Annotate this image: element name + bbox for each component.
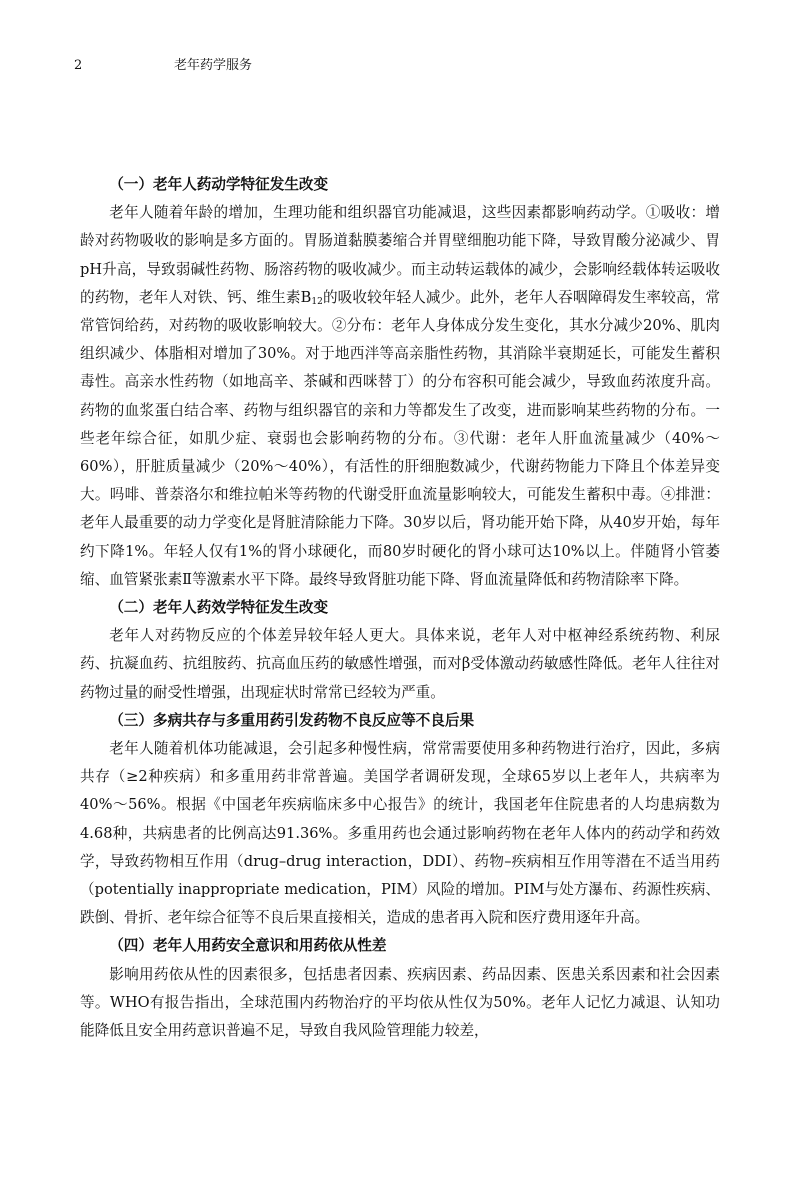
subscript: 12 <box>311 296 323 307</box>
paragraph: 影响用药依从性的因素很多，包括患者因素、疾病因素、药品因素、医患关系因素和社会因素等。WHO有报告指出，全球范围内药物治疗的平均依从性仅为50%。老年人记忆力减退、认知功能降低且安全用药意识普遍不足，导致自我风险管理能力较差， <box>80 965 720 1040</box>
paragraph: 老年人随着机体功能减退，会引起多种慢性病，常常需要使用多种药物进行治疗，因此，多病共存（≥2种疾病）和多重用药非常普遍。美国学者调研发现，全球65岁以上老年人，共病率为40%～56%。根据《中国老年疾病临床多中心报告》的统计，我国老年住院患者的人均患病数为4.68种，共病患者的比例高达91.36%。多重用药也会通过影响药物在老年人体内的药动学和药效学，导致药物相互作用（drug–drug interaction，DDI）、药物–疾病相互作用等潜在不适当用药（potentially inappropriate medication，PIM）风险的增加。PIM与处方瀑布、药源性疾病、跌倒、骨折、老年综合征等不良后果直接相关，造成的患者再入院和医疗费用逐年升高。 <box>80 740 720 927</box>
section-heading: （一）老年人药动学特征发生改变 <box>109 176 329 193</box>
paragraph-text: 的吸收较年轻人减少。此外，老年人吞咽障碍发生率较高，常常管饲给药，对药物的吸收影响较大。②分布：老年人身体成分发生变化，其水分减少20%、肌肉组织减少、体脂相对增加了30%。对于地西泮等高亲脂性药物，其消除半衰期延长，可能发生蓄积毒性。高亲水性药物（如地高辛、茶碱和西咪替丁）的分布容积可能会减少，导致血药浓度升高。药物的血浆蛋白结合率、药物与组织器官的亲和力等都发生了改变，进而影响某些药物的分布。一些老年综合征，如肌少症、衰弱也会影响药物的分布。③代谢：老年人肝血流量减少（40%～60%），肝脏质量减少（20%～40%），有活性的肝细胞数减少，代谢药物能力下降且个体差异变大。吗啡、普萘洛尔和维拉帕米等药物的代谢受肝血流量影响较大，可能发生蓄积中毒。④排泄：老年人最重要的动力学变化是肾脏清除能力下降。30岁以后，肾功能开始下降，从40岁开始，每年约下降1%。年轻人仅有1%的肾小球硬化，而80岁时硬化的肾小球可达10%以上。伴随肾小管萎缩、血管紧张素Ⅱ等激素水平下降。最终导致肾脏功能下降、肾血流量降低和药物清除率下降。 <box>80 288 720 588</box>
section-heading: （四）老年人用药安全意识和用药依从性差 <box>109 937 387 955</box>
body-text <box>80 171 720 1045</box>
paragraph-text: 老年人随着年龄的增加，生理功能和组织器官功能减退，这些因素都影响药动学。①吸收：增龄对药物吸收的影响是多方面的。胃肠道黏膜萎缩合并胃壁细胞功能下降，导致胃酸分泌减少、胃pH升高，导致弱碱性药物、肠溶药物的吸收减少。而主动转运载体的减少，会影响经载体转运吸收的药物，老年人对铁、钙、维生素B <box>80 204 720 306</box>
running-title: 老年药学服务 <box>174 58 253 73</box>
page-number: 2 <box>74 58 83 73</box>
section-heading: （三）多病共存与多重用药引发药物不良反应等不良后果 <box>109 711 475 729</box>
page-header <box>74 56 726 76</box>
section-heading: （二）老年人药效学特征发生改变 <box>109 599 329 617</box>
paragraph: 老年人对药物反应的个体差异较年轻人更大。具体来说，老年人对中枢神经系统药物、利尿药、抗凝血药、抗组胺药、抗高血压药的敏感性增强，而对β受体激动药敏感性降低。老年人往往对药物过量的耐受性增强，出现症状时常常已经较为严重。 <box>80 627 720 701</box>
paragraph <box>80 199 720 594</box>
